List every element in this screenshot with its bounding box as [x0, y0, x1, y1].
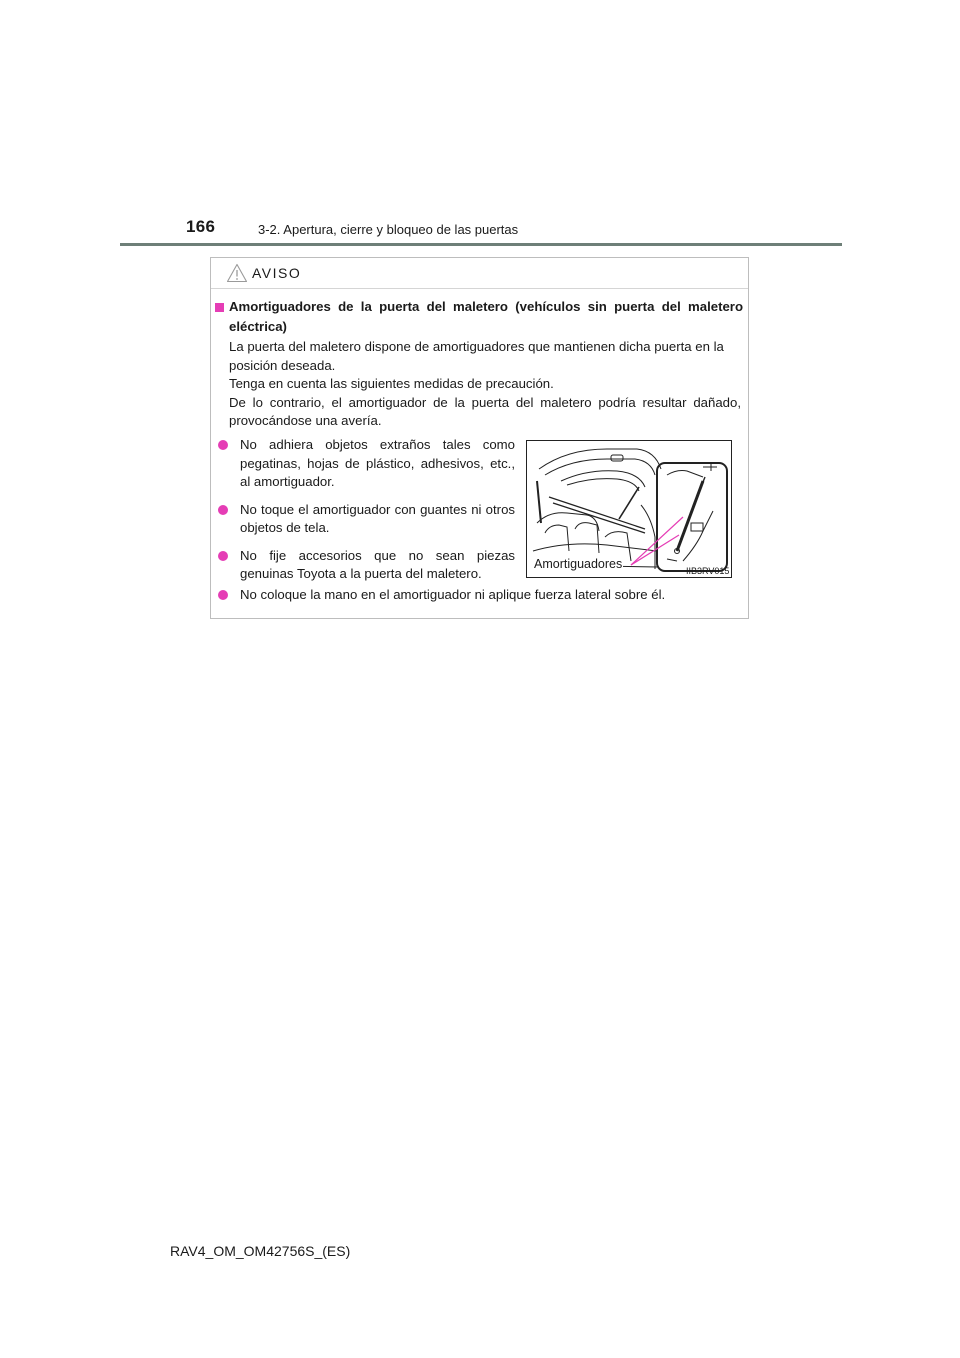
- square-bullet-icon: [215, 303, 224, 312]
- list-item: [215, 547, 515, 584]
- warning-label: AVISO: [252, 265, 302, 281]
- list-item-text: No fije accesorios que no sean piezas genuinas Toyota a la puerta del maletero.: [240, 547, 515, 581]
- intro-line: Tenga en cuenta las siguientes medidas de precaución.: [229, 376, 554, 391]
- intro-line: De lo contrario, el amortiguador de la puerta del maletero podría resultar dañado, provocándose una avería.: [229, 394, 741, 428]
- round-bullet-icon: [218, 551, 228, 561]
- warning-subheading: Amortiguadores de la puerta del maletero (vehículos sin puerta del maletero eléctrica): [229, 299, 743, 334]
- list-item-text: No toque el amortiguador con guantes ni otros objetos de tela.: [240, 501, 515, 535]
- warning-header: [226, 262, 301, 284]
- round-bullet-icon: [218, 440, 228, 450]
- list-item: [215, 501, 515, 538]
- list-item-text: No coloque la mano en el amortiguador ni aplique fuerza lateral sobre él.: [240, 587, 666, 602]
- round-bullet-icon: [218, 590, 228, 600]
- document-id: RAV4_OM_OM42756S_(ES): [170, 1243, 351, 1259]
- warning-triangle-icon: [226, 263, 248, 283]
- figure-label: Amortiguadores: [534, 557, 623, 571]
- list-item: [215, 436, 515, 492]
- list-item-text: No adhiera objetos extraños tales como pegatinas, hojas de plástico, adhesivos, etc., al amortiguador.: [240, 437, 515, 489]
- warning-intro: [229, 338, 741, 431]
- header-rule: [120, 243, 842, 246]
- list-item: [215, 586, 735, 605]
- warning-bullet-list-continued: [215, 586, 735, 605]
- warning-divider: [211, 288, 748, 289]
- figure-code: IIB3RV015: [686, 566, 730, 576]
- page-number: 166: [186, 217, 216, 236]
- section-title: 3-2. Apertura, cierre y bloqueo de las puertas: [258, 222, 519, 237]
- intro-line: La puerta del maletero dispone de amortiguadores que mantienen dicha puerta en la posición deseada.: [229, 339, 724, 373]
- warning-bullet-list: [215, 436, 515, 593]
- round-bullet-icon: [218, 505, 228, 515]
